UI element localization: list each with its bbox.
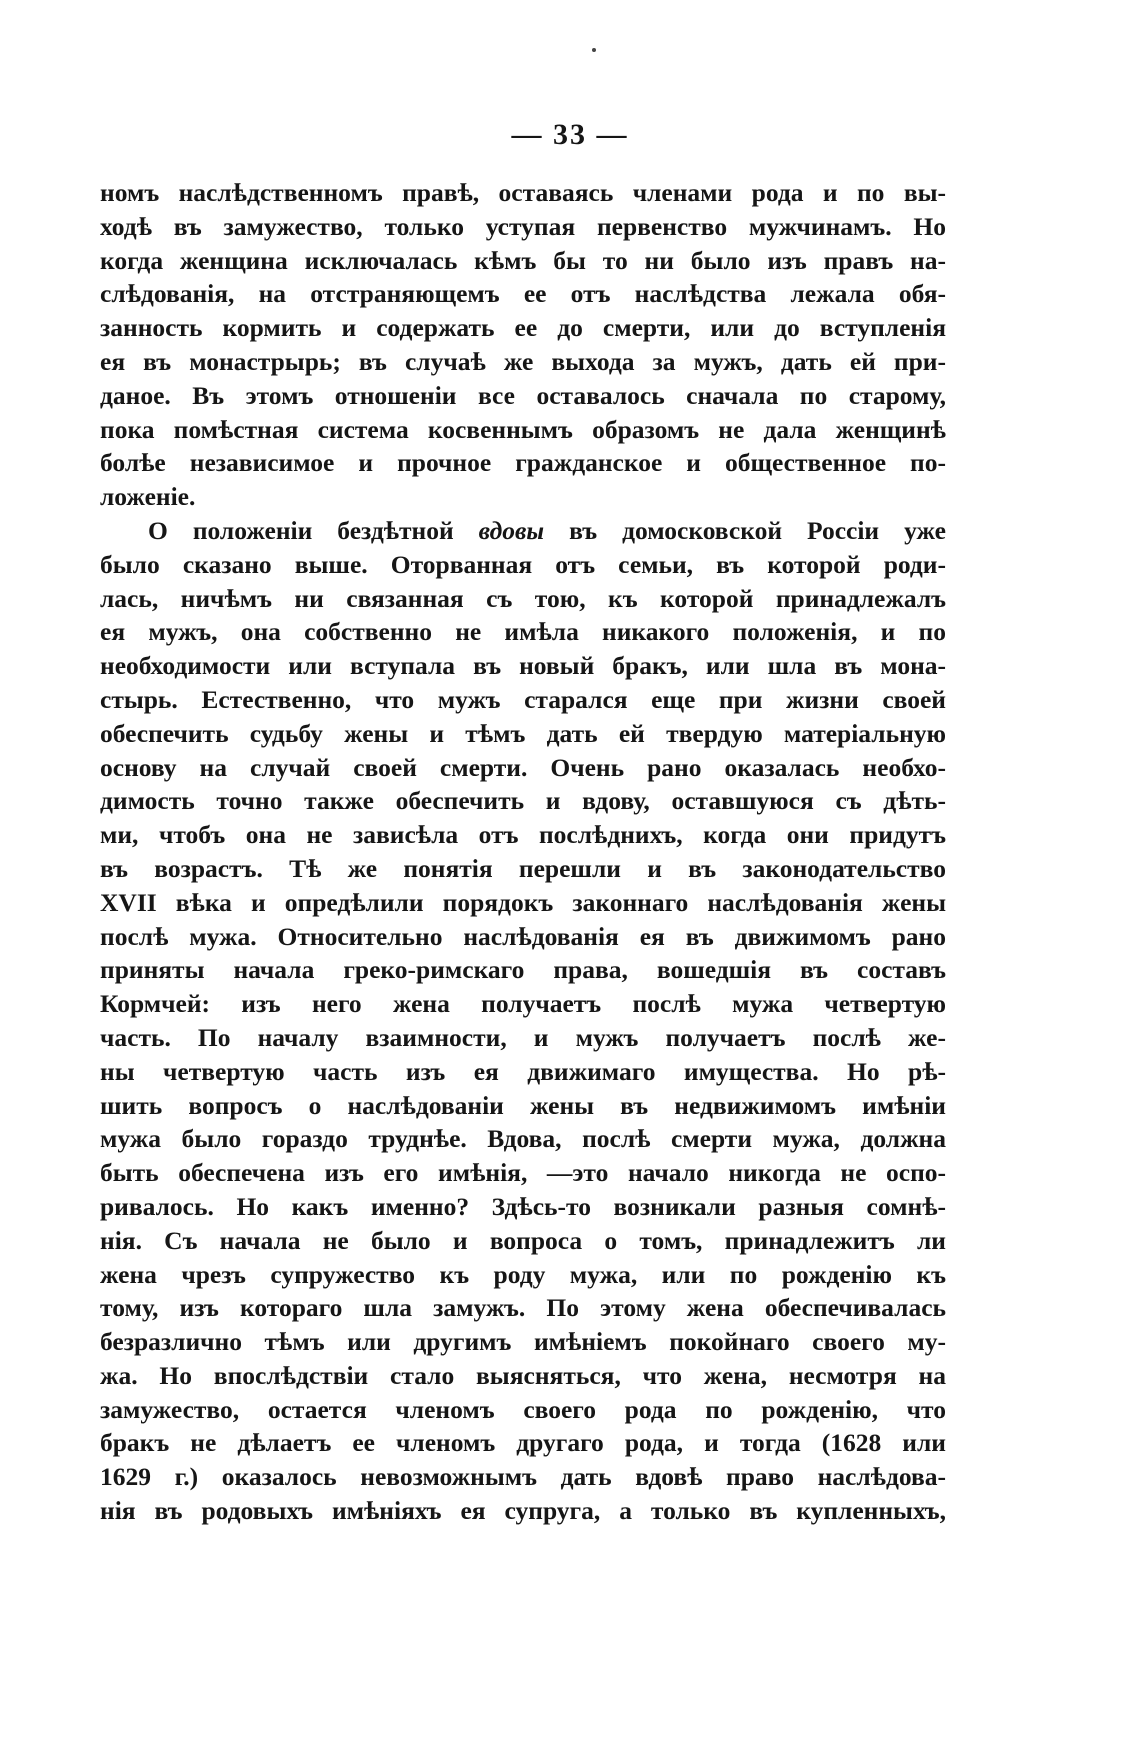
text-line: когда женщина исключалась кѣмъ бы то ни было изъ правъ на-	[100, 245, 946, 275]
text-line: ми, чтобъ она не зависѣла отъ послѣднихъ, когда они придутъ	[100, 820, 946, 850]
text-line: обеспечить судьбу жены и тѣмъ дать ей твердую матеріальную	[100, 718, 946, 748]
text-line: въ возрастъ. Тѣ же понятія перешли и въ законодательство	[100, 853, 946, 883]
text-line: стырь. Естественно, что мужъ старался еще при жизни своей	[100, 684, 946, 714]
text-line: ея въ монастрырь; въ случаѣ же выхода за мужъ, дать ей при-	[100, 346, 946, 376]
text-line: ея мужъ, она собственно не имѣла никакого положенія, и по	[100, 617, 946, 647]
text-line: тому, изъ котораго шла замужъ. По этому жена обеспечивалась	[100, 1293, 946, 1323]
text-run: въ домосковской Россіи уже	[544, 515, 946, 545]
text-line: ривалось. Но какъ именно? Здѣсь-то возникали разныя сомнѣ-	[100, 1191, 946, 1221]
text-line: замужество, остается членомъ своего рода по рожденію, что	[100, 1394, 946, 1424]
text-line: часть. По началу взаимности, и мужъ получаетъ послѣ же-	[100, 1022, 946, 1052]
text-line: жена чрезъ супружество къ роду мужа, или по рожденію къ	[100, 1259, 946, 1289]
text-line: нія въ родовыхъ имѣніяхъ ея супруга, а только въ купленныхъ,	[100, 1496, 946, 1526]
text-line: 1629 г.) оказалось невозможнымъ дать вдовѣ право наслѣдова-	[100, 1462, 946, 1492]
text-line: шить вопросъ о наслѣдованіи жены въ недвижимомъ имѣніи	[100, 1090, 946, 1120]
text-line: основу на случай своей смерти. Очень рано оказалась необхо-	[100, 752, 946, 782]
text-line: XVII вѣка и опредѣлили порядокъ законнаго наслѣдованія жены	[100, 887, 946, 917]
text-line: номъ наслѣдственномъ правѣ, оставаясь членами рода и по вы-	[100, 178, 946, 207]
text-line: мужа было гораздо труднѣе. Вдова, послѣ смерти мужа, должна	[100, 1124, 946, 1154]
text-line: димость точно также обеспечить и вдову, оставшуюся съ дѣть-	[100, 786, 946, 816]
text-line: быть обеспечена изъ его имѣнія, —это начало никогда не оспо-	[100, 1158, 946, 1188]
text-line: болѣе независимое и прочное гражданское и общественное по-	[100, 448, 946, 478]
text-line: приняты начала греко-римскаго права, вошедшія въ составъ	[100, 955, 946, 985]
text-line: ходѣ въ замужество, только уступая первенство мужчинамъ. Но	[100, 211, 946, 241]
text-line: бракъ не дѣлаетъ ее членомъ другаго рода, и тогда (1628 или	[100, 1428, 946, 1458]
body-text	[100, 176, 946, 1528]
text-line: ны четвертую часть изъ ея движимаго имущества. Но рѣ-	[100, 1056, 946, 1086]
text-line: слѣдованія, на отстраняющемъ ее отъ наслѣдства лежала обя-	[100, 279, 946, 309]
text-run: О положеніи бездѣтной	[148, 515, 479, 545]
paragraph-1	[100, 176, 946, 514]
paragraph-2	[100, 514, 946, 1528]
print-speck	[592, 48, 596, 52]
text-line: необходимости или вступала въ новый бракъ, или шла въ мона-	[100, 651, 946, 681]
text-line: даное. Въ этомъ отношеніи все оставалось сначала по старому,	[100, 380, 946, 410]
text-line: нія. Съ начала не было и вопроса о томъ, принадлежитъ ли	[100, 1225, 946, 1255]
text-line: занность кормить и содержать ее до смерти, или до вступленія	[100, 313, 946, 343]
text-line: послѣ мужа. Относительно наслѣдованія ея въ движимомъ рано	[100, 921, 946, 951]
text-line: лась, ничѣмъ ни связанная съ тою, къ которой принадлежалъ	[100, 583, 946, 613]
text-line: Кормчей: изъ него жена получаетъ послѣ мужа четвертую	[100, 989, 946, 1019]
text-line: было сказано выше. Оторванная отъ семьи, въ которой роди-	[100, 549, 946, 579]
text-line: ложеніе.	[100, 482, 196, 512]
page-number: — 33 —	[511, 118, 629, 151]
italic-word: вдовы	[478, 515, 545, 545]
paragraph-2-first-line	[100, 514, 946, 548]
text-line: безразлично тѣмъ или другимъ имѣніемъ покойнаго своего му-	[100, 1327, 946, 1357]
text-line: пока помѣстная система косвеннымъ образомъ не дала женщинѣ	[100, 414, 946, 444]
text-line: жа. Но впослѣдствіи стало выясняться, что жена, несмотря на	[100, 1360, 946, 1390]
